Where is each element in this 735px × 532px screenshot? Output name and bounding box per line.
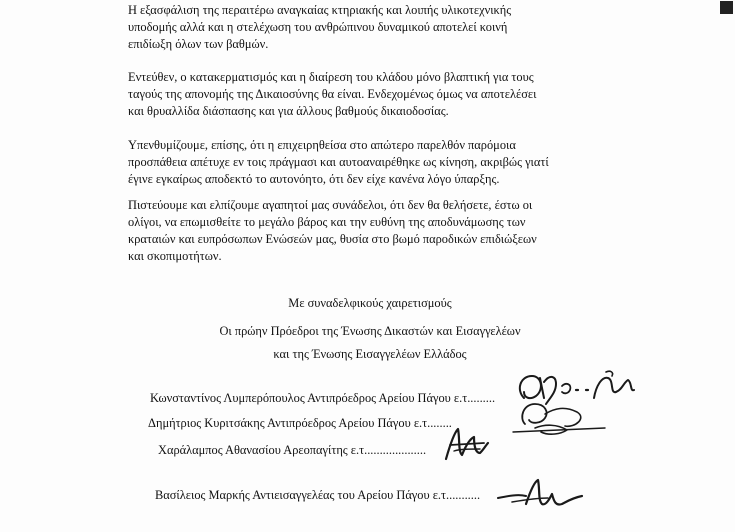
- text-line: και θρυαλλίδα διάσπασης και για άλλους βαθμούς δικαιοδοσίας.: [128, 104, 449, 118]
- signatory-line: [155, 487, 480, 504]
- text-line: κραταιών και ευπρόσωπων Ενώσεών μας, θυσία στο βωμό παροδικών επιδιώξεων: [128, 232, 537, 246]
- text-line: έγινε εγκαίρως αποδεκτό το αυτονόητο, ότι δεν είχε κανένα λόγο ύπαρξης.: [128, 172, 500, 186]
- signature-dots: ....................: [364, 443, 427, 457]
- scan-mark: [718, 0, 735, 16]
- text-line: Η εξασφάλιση της περαιτέρω αναγκαίας κτηριακής και λοιπής υλικοτεχνικής: [128, 3, 512, 17]
- signatory-line: [158, 442, 426, 459]
- signatory-line: [150, 390, 495, 407]
- paragraph-appeal: [128, 197, 608, 265]
- handwritten-signature-4: [490, 476, 590, 516]
- paragraph-reminder: [128, 137, 608, 188]
- text-line: επιδίωξη όλων των βαθμών.: [128, 37, 269, 51]
- text-line: Εντεύθεν, ο κατακερματισμός και η διαίρεση του κλάδου μόνο βλαπτική για τους: [128, 70, 534, 84]
- text-line: Υπενθυμίζουμε, επίσης, ότι η επιχειρηθείσα στο απώτερο παρελθόν παρόμοια: [128, 138, 516, 152]
- signatory-name: Βασίλειος Μαρκής Αντιεισαγγελέας του Αρείου Πάγου ε.τ: [155, 488, 446, 502]
- closing-greeting: Με συναδελφικούς χαιρετισμούς: [288, 296, 452, 310]
- text-line: ταγούς της απονομής της Δικαιοσύνης θα είναι. Ενδεχομένως όμως να αποτελέσει: [128, 87, 537, 101]
- handwritten-signature-2: [505, 398, 625, 440]
- text-line: υποδομής αλλά και η στελέχωση του ανθρώπινου δυναμικού αποτελεί κοινή: [128, 20, 508, 34]
- signatory-name: Χαράλαμπος Αθανασίου Αρεοπαγίτης ε.τ: [158, 443, 365, 457]
- signatory-name: Κωνσταντίνος Λυμπερόπουλος Αντιπρόεδρος Αρείου Πάγου ε.τ: [150, 391, 468, 405]
- handwritten-signature-3: [440, 425, 500, 465]
- signature-dots: ........: [427, 416, 452, 430]
- closing-union-line: και της Ένωσης Εισαγγελέων Ελλάδος: [273, 347, 467, 361]
- text-line: προσπάθεια απέτυχε εν τοις πράγμασι και αυτοαναιρέθηκε ως κίνηση, ακριβώς γιατί: [128, 155, 549, 169]
- text-line: Πιστεύουμε και ελπίζουμε αγαπητοί μας συνάδελοι, ότι δεν θα θελήσετε, έστω οι: [128, 198, 533, 212]
- paragraph-infrastructure: [128, 2, 608, 53]
- paragraph-fragmentation: [128, 69, 608, 120]
- text-line: και σκοπιμοτήτων.: [128, 249, 222, 263]
- text-line: ολίγοι, να επωμισθείτε το μεγάλο βάρος και την ευθύνη της αποδυνάμωσης των: [128, 215, 526, 229]
- signature-dots: ...........: [446, 488, 481, 502]
- signature-dots: .........: [467, 391, 496, 405]
- closing-presidents-line: Οι πρώην Πρόεδροι της Ένωσης Δικαστών και Εισαγγελέων: [219, 324, 521, 338]
- signatory-name: Δημήτριος Κυριτσάκης Αντιπρόεδρος Αρείου Πάγου ε.τ: [148, 416, 428, 430]
- signatory-line: [148, 415, 452, 432]
